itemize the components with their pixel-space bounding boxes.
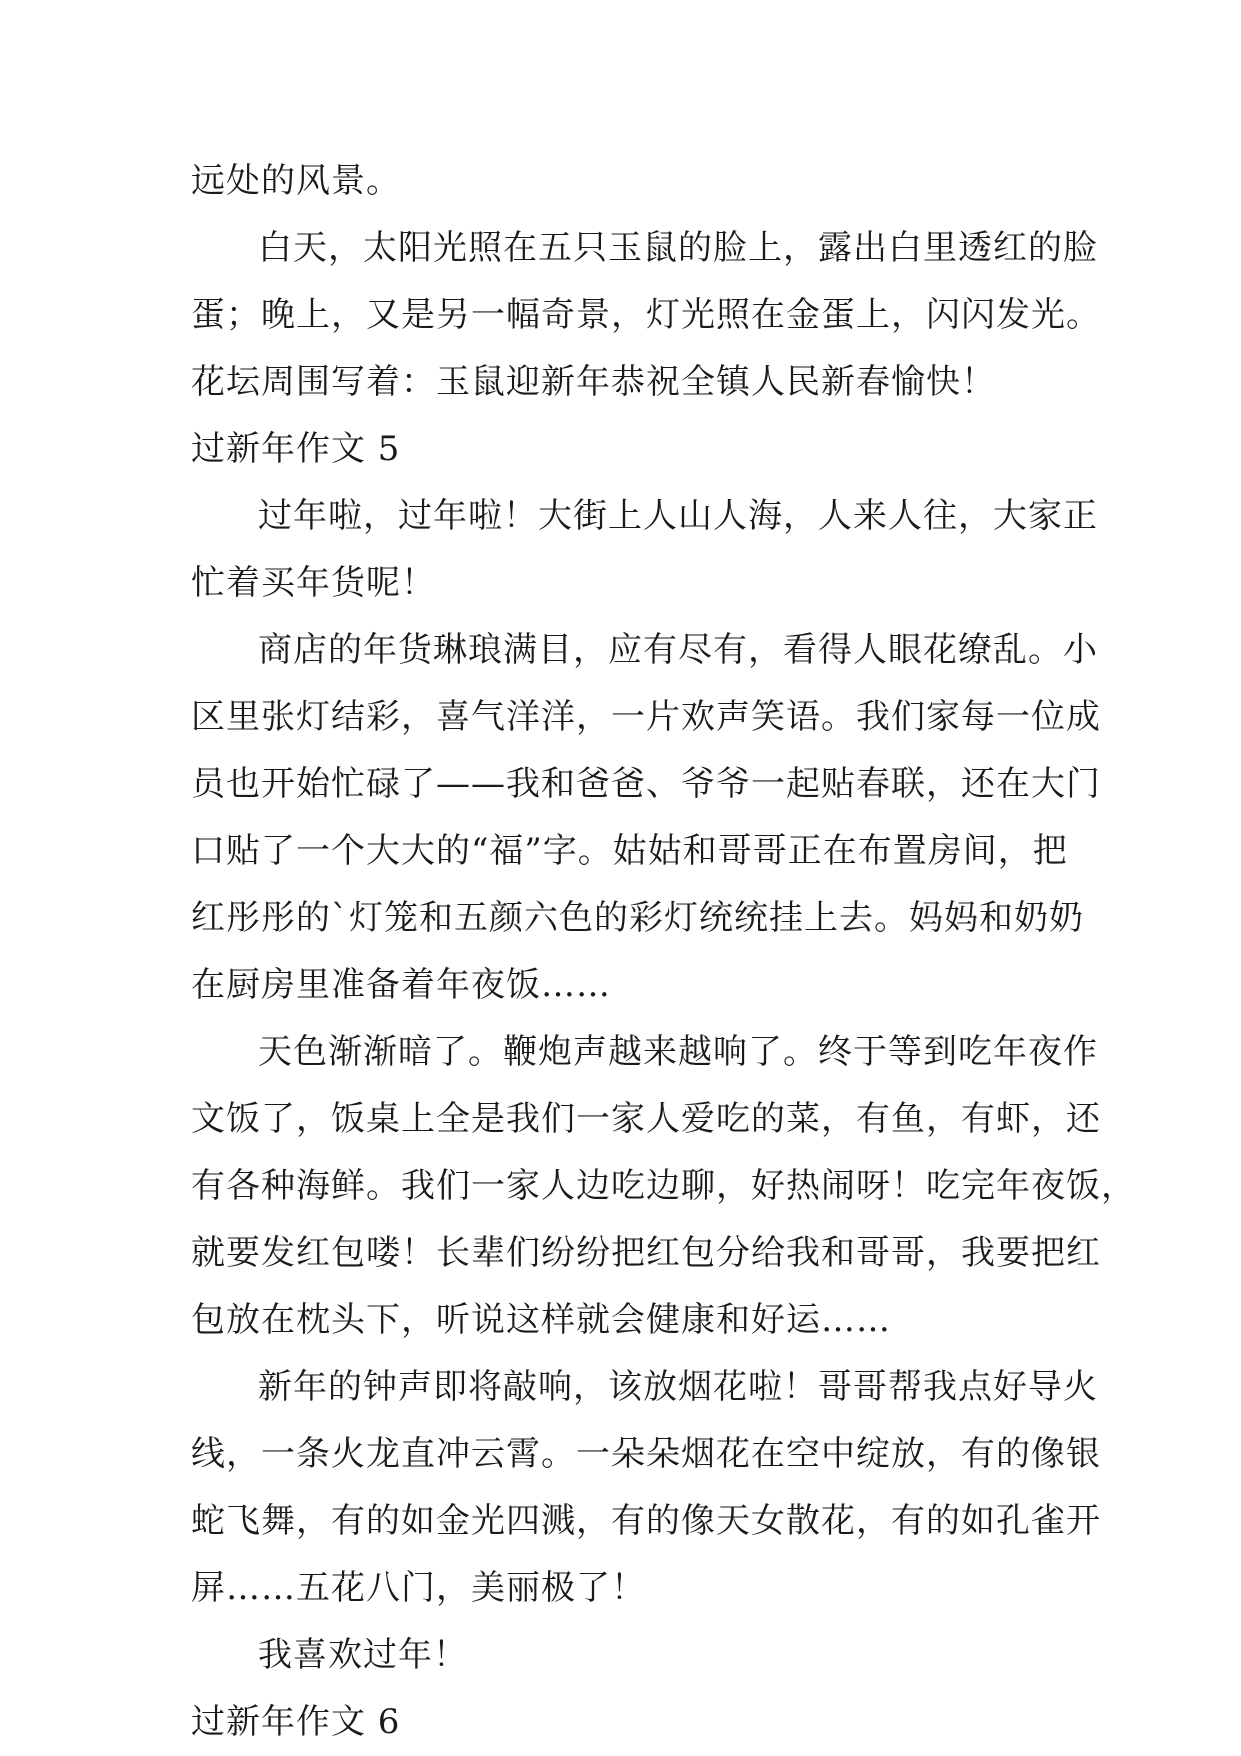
text-line: 花坛周围写着：玉鼠迎新年恭祝全镇人民新春愉快！	[191, 362, 996, 402]
text-line: 线，一条火龙直冲云霄。一朵朵烟花在空中绽放，有的像银	[191, 1434, 1101, 1474]
text-line: 区里张灯结彩，喜气洋洋，一片欢声笑语。我们家每一位成	[191, 697, 1101, 737]
section-heading: 过新年作文 5	[191, 429, 401, 469]
section-heading: 过新年作文 6	[191, 1702, 401, 1742]
text-line: 在厨房里准备着年夜饭……	[191, 965, 611, 1005]
text-line: 远处的风景。	[191, 161, 401, 201]
paragraph-first-line: 新年的钟声即将敲响，该放烟花啦！哥哥帮我点好导火	[258, 1367, 1098, 1407]
text-line: 忙着买年货呢！	[191, 563, 436, 603]
paragraph-first-line: 商店的年货琳琅满目，应有尽有，看得人眼花缭乱。小	[258, 630, 1098, 670]
text-line: 屏……五花八门，美丽极了！	[191, 1568, 646, 1608]
text-line: 红彤彤的`灯笼和五颜六色的彩灯统统挂上去。妈妈和奶奶	[191, 898, 1084, 938]
text-line: 蛋；晚上，又是另一幅奇景，灯光照在金蛋上，闪闪发光。	[191, 295, 1101, 335]
text-line: 有各种海鲜。我们一家人边吃边聊，好热闹呀！吃完年夜饭，	[191, 1166, 1136, 1206]
text-line: 口贴了一个大大的“福”字。姑姑和哥哥正在布置房间，把	[191, 831, 1068, 871]
text-line: 文饭了，饭桌上全是我们一家人爱吃的菜，有鱼，有虾，还	[191, 1099, 1101, 1139]
text-line: 员也开始忙碌了——我和爸爸、爷爷一起贴春联，还在大门	[191, 764, 1101, 804]
paragraph-first-line: 天色渐渐暗了。鞭炮声越来越响了。终于等到吃年夜作	[258, 1032, 1098, 1072]
paragraph-first-line: 我喜欢过年！	[258, 1635, 468, 1675]
paragraph-first-line: 白天，太阳光照在五只玉鼠的脸上，露出白里透红的脸	[258, 228, 1098, 268]
document-page	[191, 148, 1136, 1756]
text-line: 就要发红包喽！长辈们纷纷把红包分给我和哥哥，我要把红	[191, 1233, 1101, 1273]
text-line: 包放在枕头下，听说这样就会健康和好运……	[191, 1300, 891, 1340]
text-line: 蛇飞舞，有的如金光四溅，有的像天女散花，有的如孔雀开	[191, 1501, 1101, 1541]
paragraph-first-line: 过年啦，过年啦！大街上人山人海，人来人往，大家正	[258, 496, 1098, 536]
